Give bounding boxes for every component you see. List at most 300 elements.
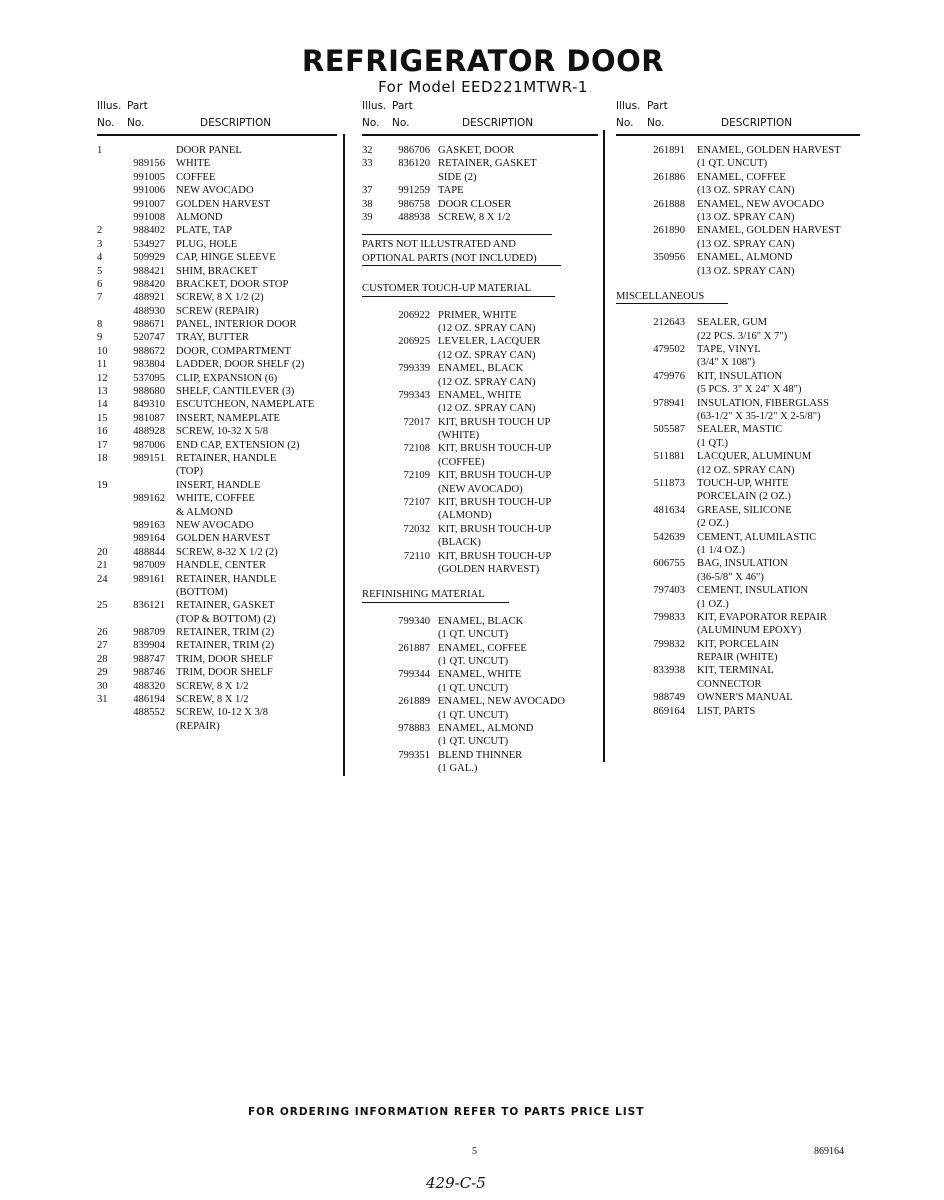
part-number: 261891: [653, 145, 685, 156]
part-description: (1 QT. UNCUT): [438, 736, 509, 748]
item-line: [616, 705, 860, 718]
illus-number: 13: [97, 386, 108, 398]
part-label: Part: [127, 100, 148, 112]
illus-label: Illus.: [362, 100, 387, 112]
part-description: & ALMOND: [176, 506, 233, 518]
item-line: [616, 316, 860, 329]
part-description: (WHITE): [438, 430, 480, 442]
item-line: [616, 383, 860, 396]
part-description: ENAMEL, BLACK: [438, 615, 524, 627]
parts-list-item: [97, 599, 337, 626]
parts-list-item: [362, 642, 598, 669]
parts-list-item: [616, 531, 860, 558]
part-description: PLATE, TAP: [176, 225, 233, 237]
part-description: (ALUMINUM EPOXY): [697, 625, 802, 637]
parts-list-item: [97, 305, 337, 318]
parts-list-item: [616, 664, 860, 691]
illus-number: 19: [97, 479, 108, 491]
item-line: [362, 389, 598, 402]
parts-list-item: [97, 144, 337, 157]
item-line: [97, 693, 337, 706]
part-number: 542639: [653, 531, 685, 543]
item-line: [362, 322, 598, 335]
description-label: DESCRIPTION: [200, 117, 272, 129]
part-number: 511873: [653, 478, 685, 489]
part-number: 849310: [133, 399, 165, 411]
item-line: [616, 144, 860, 157]
parts-list-item: [362, 144, 598, 157]
part-description: TAPE: [438, 185, 464, 197]
item-line: [97, 184, 337, 197]
part-number: 869164: [653, 705, 685, 717]
illus-number: 4: [97, 252, 103, 264]
description-label: DESCRIPTION: [721, 117, 793, 129]
item-line: [97, 385, 337, 398]
item-line: [616, 490, 860, 503]
item-line: [616, 251, 860, 264]
document-number: 869164: [814, 1146, 844, 1157]
parts-list-item: [97, 532, 337, 545]
column-divider: [603, 130, 605, 762]
parts-list-item: [362, 157, 598, 184]
parts-list-item: [97, 385, 337, 398]
parts-column-3: [616, 100, 860, 718]
part-description: GOLDEN HARVEST: [176, 198, 271, 210]
part-description: (22 PCS. 3/16" X 7"): [697, 330, 788, 342]
part-description: RETAINER, HANDLE: [176, 452, 277, 464]
item-line: [97, 573, 337, 586]
parts-list-item: [97, 680, 337, 693]
part-number: 797403: [653, 585, 685, 597]
part-description: RETAINER, GASKET: [438, 158, 537, 170]
illus-number: 9: [97, 332, 103, 344]
item-line: [97, 519, 337, 532]
item-line: [362, 749, 598, 762]
no-label: No.: [362, 117, 380, 129]
part-number: 212643: [653, 317, 685, 329]
illus-number: 16: [97, 426, 108, 438]
parts-list-item: [97, 546, 337, 559]
part-number: 988421: [133, 265, 165, 277]
part-description: SHIM, BRACKET: [176, 265, 258, 277]
part-number: 983804: [133, 359, 165, 371]
parts-list-item: [97, 251, 337, 264]
part-description: (1 QT. UNCUT): [438, 709, 509, 721]
parts-list-item: [97, 559, 337, 572]
illus-number: 25: [97, 600, 108, 612]
part-number: 520747: [133, 332, 165, 344]
heading-line: REFINISHING MATERIAL: [362, 589, 485, 601]
parts-list-item: [362, 416, 598, 443]
part-number: 72110: [403, 550, 430, 562]
item-line: [616, 504, 860, 517]
item-line: [362, 416, 598, 429]
item-line: [97, 331, 337, 344]
parts-list-item: [616, 584, 860, 611]
part-description: SCREW (REPAIR): [176, 305, 259, 317]
part-number: 986758: [398, 198, 430, 210]
part-number: 206925: [398, 336, 430, 348]
part-number: 833938: [653, 665, 685, 677]
item-line: [616, 397, 860, 410]
item-line: [616, 198, 860, 211]
item-line: [616, 330, 860, 343]
part-number: 991259: [398, 185, 430, 197]
item-line: [362, 628, 598, 641]
parts-list-item: [97, 372, 337, 385]
part-description: SCREW, 10-12 X 3/8: [176, 707, 269, 719]
item-line: [97, 278, 337, 291]
part-number: 836120: [398, 158, 430, 170]
part-description: (1 QT. UNCUT): [438, 629, 509, 641]
part-description: SCREW, 8-32 X 1/2 (2): [176, 546, 278, 558]
illus-number: 24: [97, 573, 108, 585]
part-number: 978883: [398, 722, 430, 734]
illus-number: 33: [362, 158, 373, 170]
parts-list-item: [362, 695, 598, 722]
illus-number: 17: [97, 439, 108, 451]
part-number: 799832: [653, 638, 685, 650]
item-line: [616, 423, 860, 436]
item-line: [97, 211, 337, 224]
no-label: No.: [97, 117, 115, 129]
part-number: 481634: [653, 504, 685, 516]
part-description: NEW AVOCADO: [176, 185, 254, 197]
part-number: 261887: [398, 642, 430, 654]
part-description: PRIMER, WHITE: [438, 309, 517, 321]
section-heading: [616, 286, 860, 304]
parts-list-item: [97, 291, 337, 304]
item-line: [362, 442, 598, 455]
part-description: KIT, INSULATION: [697, 370, 783, 382]
column-header: [616, 100, 860, 136]
illus-label: Illus.: [616, 100, 641, 112]
illus-number: 5: [97, 265, 103, 277]
parts-list-item: [362, 615, 598, 642]
part-number: 511881: [653, 451, 685, 463]
parts-list-item: [362, 211, 598, 224]
item-line: [362, 402, 598, 415]
item-line: [97, 305, 337, 318]
part-description: TOUCH-UP, WHITE: [697, 478, 789, 489]
part-number: 988671: [133, 319, 165, 331]
item-line: [97, 318, 337, 331]
item-line: [97, 291, 337, 304]
part-number: 799833: [653, 611, 685, 623]
part-description: TRIM, DOOR SHELF: [176, 653, 273, 665]
parts-list-item: [362, 550, 598, 577]
item-line: [97, 479, 337, 492]
spacer: [362, 136, 598, 144]
part-number: 261890: [653, 225, 685, 237]
illus-label: Illus.: [97, 100, 122, 112]
part-number: 799343: [398, 389, 430, 401]
parts-list-item: [362, 184, 598, 197]
parts-list-item: [97, 479, 337, 492]
ordering-note: FOR ORDERING INFORMATION REFER TO PARTS PRICE LIST: [248, 1106, 645, 1118]
parts-list-item: [362, 469, 598, 496]
item-line: [616, 611, 860, 624]
item-line: [97, 251, 337, 264]
spacer: [616, 136, 860, 144]
part-number: 799339: [398, 363, 430, 375]
item-line: [97, 506, 337, 519]
item-line: [616, 157, 860, 170]
item-line: [97, 465, 337, 478]
part-description: SHELF, CANTILEVER (3): [176, 386, 295, 398]
part-description: PORCELAIN (2 OZ.): [697, 491, 791, 503]
part-description: ESCUTCHEON, NAMEPLATE: [176, 399, 315, 411]
part-number: 989161: [133, 573, 165, 585]
item-line: [616, 651, 860, 664]
item-line: [616, 238, 860, 251]
item-line: [362, 429, 598, 442]
part-description: BRACKET, DOOR STOP: [176, 278, 289, 290]
part-description: ENAMEL, COFFEE: [438, 642, 527, 654]
no-label: No.: [616, 117, 634, 129]
part-description: (1 GAL.): [438, 763, 478, 775]
part-description: CONNECTOR: [697, 678, 762, 690]
part-number: 505587: [653, 424, 685, 436]
item-line: [362, 469, 598, 482]
part-description: SCREW, 8 X 1/2: [176, 694, 249, 706]
item-line: [362, 722, 598, 735]
part-number: 488930: [133, 305, 165, 317]
parts-list-item: [97, 653, 337, 666]
part-description: DOOR CLOSER: [438, 198, 512, 210]
item-line: [362, 615, 598, 628]
parts-list-item: [362, 335, 598, 362]
part-description: (12 OZ. SPRAY CAN): [438, 376, 536, 388]
part-number: 72108: [403, 443, 430, 455]
part-description: LEVELER, LACQUER: [438, 336, 541, 348]
parts-list-item: [362, 362, 598, 389]
parts-list-item: [616, 423, 860, 450]
part-description: ENAMEL, GOLDEN HARVEST: [697, 145, 841, 156]
parts-list-item: [616, 557, 860, 584]
parts-list-item: [97, 345, 337, 358]
illus-number: 30: [97, 680, 108, 692]
parts-list-item: [97, 358, 337, 371]
part-number: 988709: [133, 627, 165, 639]
part-description: (36-5/8" X 46"): [697, 571, 764, 583]
item-line: [97, 425, 337, 438]
item-line: [362, 762, 598, 775]
parts-list-item: [362, 722, 598, 749]
part-description: WHITE, COFFEE: [176, 493, 255, 505]
column-header: [97, 100, 337, 136]
item-line: [97, 412, 337, 425]
section-heading-text: [362, 282, 555, 296]
part-number: 988402: [133, 225, 165, 237]
part-description: PLUG, HOLE: [176, 238, 238, 250]
part-description: RETAINER, TRIM (2): [176, 627, 275, 639]
part-description: BLEND THINNER: [438, 749, 523, 761]
item-line: [362, 157, 598, 170]
illus-number: 21: [97, 560, 108, 572]
no-label: No.: [647, 117, 665, 129]
item-line: [616, 598, 860, 611]
illus-number: 27: [97, 640, 108, 652]
part-number: 988672: [133, 345, 165, 357]
part-description: (13 OZ. SPRAY CAN): [697, 238, 795, 250]
heading-line: OPTIONAL PARTS (NOT INCLUDED): [362, 252, 537, 264]
parts-list-item: [97, 157, 337, 170]
part-number: 991005: [133, 171, 165, 183]
part-number: 206922: [398, 309, 430, 321]
parts-list-item: [362, 523, 598, 550]
section-heading-text: [362, 588, 509, 602]
part-description: (12 OZ. SPRAY CAN): [697, 464, 795, 476]
item-line: [97, 706, 337, 719]
item-line: [616, 624, 860, 637]
part-number: 488320: [133, 680, 165, 692]
part-number: 72032: [403, 523, 430, 535]
section-heading-text: [616, 290, 728, 304]
parts-list-item: [97, 265, 337, 278]
item-line: [362, 376, 598, 389]
heading-line: MISCELLANEOUS: [616, 290, 705, 302]
parts-list-item: [362, 198, 598, 211]
illus-number: 29: [97, 667, 108, 679]
item-line: [362, 523, 598, 536]
parts-list-item: [616, 370, 860, 397]
parts-list-item: [616, 450, 860, 477]
spacer: [97, 136, 337, 144]
part-number: 488844: [133, 546, 165, 558]
part-number: 799340: [398, 615, 430, 627]
item-line: [97, 653, 337, 666]
part-description: CEMENT, INSULATION: [697, 585, 809, 597]
part-description: KIT, EVAPORATOR REPAIR: [697, 611, 827, 623]
part-description: SEALER, GUM: [697, 317, 768, 329]
model-subtitle: For Model EED221MTWR-1: [378, 78, 588, 96]
part-description: (1 QT. UNCUT): [697, 158, 768, 170]
section-heading: [362, 278, 598, 296]
parts-list-item: [97, 706, 337, 733]
part-description: KIT, PORCELAIN: [697, 638, 779, 650]
item-line: [362, 362, 598, 375]
part-description: OWNER'S MANUAL: [697, 692, 793, 704]
item-line: [97, 265, 337, 278]
part-number: 989163: [133, 519, 165, 531]
parts-list-item: [97, 238, 337, 251]
parts-list-item: [616, 691, 860, 704]
item-line: [616, 184, 860, 197]
part-description: COFFEE: [176, 171, 216, 183]
part-number: 488921: [133, 292, 165, 304]
part-description: ALMOND: [176, 211, 223, 223]
handwritten-note: 429-C-5: [426, 1174, 486, 1192]
item-line: [362, 483, 598, 496]
part-number: 989162: [133, 493, 165, 505]
illus-number: 11: [97, 359, 108, 371]
part-description: CAP, HINGE SLEEVE: [176, 252, 276, 264]
part-number: 988680: [133, 386, 165, 398]
parts-list-item: [616, 705, 860, 718]
item-line: [97, 639, 337, 652]
item-line: [362, 211, 598, 224]
part-label: Part: [392, 100, 413, 112]
part-description: LACQUER, ALUMINUM: [697, 451, 812, 463]
parts-list-item: [362, 389, 598, 416]
part-description: (COFFEE): [438, 456, 485, 468]
part-number: 839904: [133, 640, 165, 652]
parts-list-item: [97, 224, 337, 237]
item-line: [616, 343, 860, 356]
part-number: 988747: [133, 653, 165, 665]
illus-number: 31: [97, 694, 108, 706]
part-description: (TOP): [176, 466, 203, 478]
part-number: 988420: [133, 278, 165, 290]
part-description: INSERT, HANDLE: [176, 479, 261, 491]
parts-list-item: [616, 144, 860, 171]
parts-column-1: [97, 100, 337, 733]
part-description: PANEL, INTERIOR DOOR: [176, 319, 297, 331]
item-line: [616, 370, 860, 383]
parts-list-item: [97, 211, 337, 224]
item-line: [362, 509, 598, 522]
part-number: 991007: [133, 198, 165, 210]
parts-list-item: [616, 611, 860, 638]
part-description: KIT, BRUSH TOUCH-UP: [438, 470, 552, 482]
part-description: KIT, BRUSH TOUCH-UP: [438, 523, 552, 535]
parts-list-item: [362, 496, 598, 523]
part-description: KIT, BRUSH TOUCH UP: [438, 416, 551, 428]
item-line: [362, 184, 598, 197]
illus-number: 1: [97, 145, 103, 156]
part-description: SCREW, 8 X 1/2: [438, 211, 511, 223]
item-line: [616, 584, 860, 597]
part-description: SIDE (2): [438, 171, 477, 183]
part-description: SCREW, 8 X 1/2 (2): [176, 292, 264, 304]
parts-list-item: [616, 477, 860, 504]
parts-list-item: [97, 693, 337, 706]
part-description: (13 OZ. SPRAY CAN): [697, 211, 795, 223]
part-number: 261886: [653, 171, 685, 183]
part-description: SCREW, 8 X 1/2: [176, 680, 249, 692]
item-line: [616, 638, 860, 651]
page-title: REFRIGERATOR DOOR: [301, 44, 665, 78]
parts-list-item: [97, 452, 337, 479]
part-description: (TOP & BOTTOM) (2): [176, 613, 276, 625]
part-number: 537095: [133, 372, 165, 384]
part-description: RETAINER, TRIM (2): [176, 640, 275, 652]
item-line: [97, 144, 337, 157]
item-line: [616, 571, 860, 584]
part-description: RETAINER, HANDLE: [176, 573, 277, 585]
part-number: 986706: [398, 145, 430, 156]
item-line: [616, 437, 860, 450]
parts-list-item: [616, 198, 860, 225]
part-description: RETAINER, GASKET: [176, 600, 275, 612]
parts-list-item: [97, 398, 337, 411]
item-line: [362, 735, 598, 748]
illus-number: 12: [97, 372, 108, 384]
part-description: (REPAIR): [176, 720, 220, 732]
item-line: [97, 372, 337, 385]
parts-list-item: [616, 251, 860, 278]
parts-list-item: [97, 198, 337, 211]
part-description: (3/4" X 108"): [697, 357, 756, 369]
part-description: INSULATION, FIBERGLASS: [697, 397, 829, 409]
part-number: 987006: [133, 439, 165, 451]
part-number: 991006: [133, 185, 165, 197]
heading-line: CUSTOMER TOUCH-UP MATERIAL: [362, 283, 532, 295]
parts-list-item: [97, 639, 337, 652]
item-line: [362, 456, 598, 469]
part-description: ENAMEL, COFFEE: [697, 171, 786, 183]
